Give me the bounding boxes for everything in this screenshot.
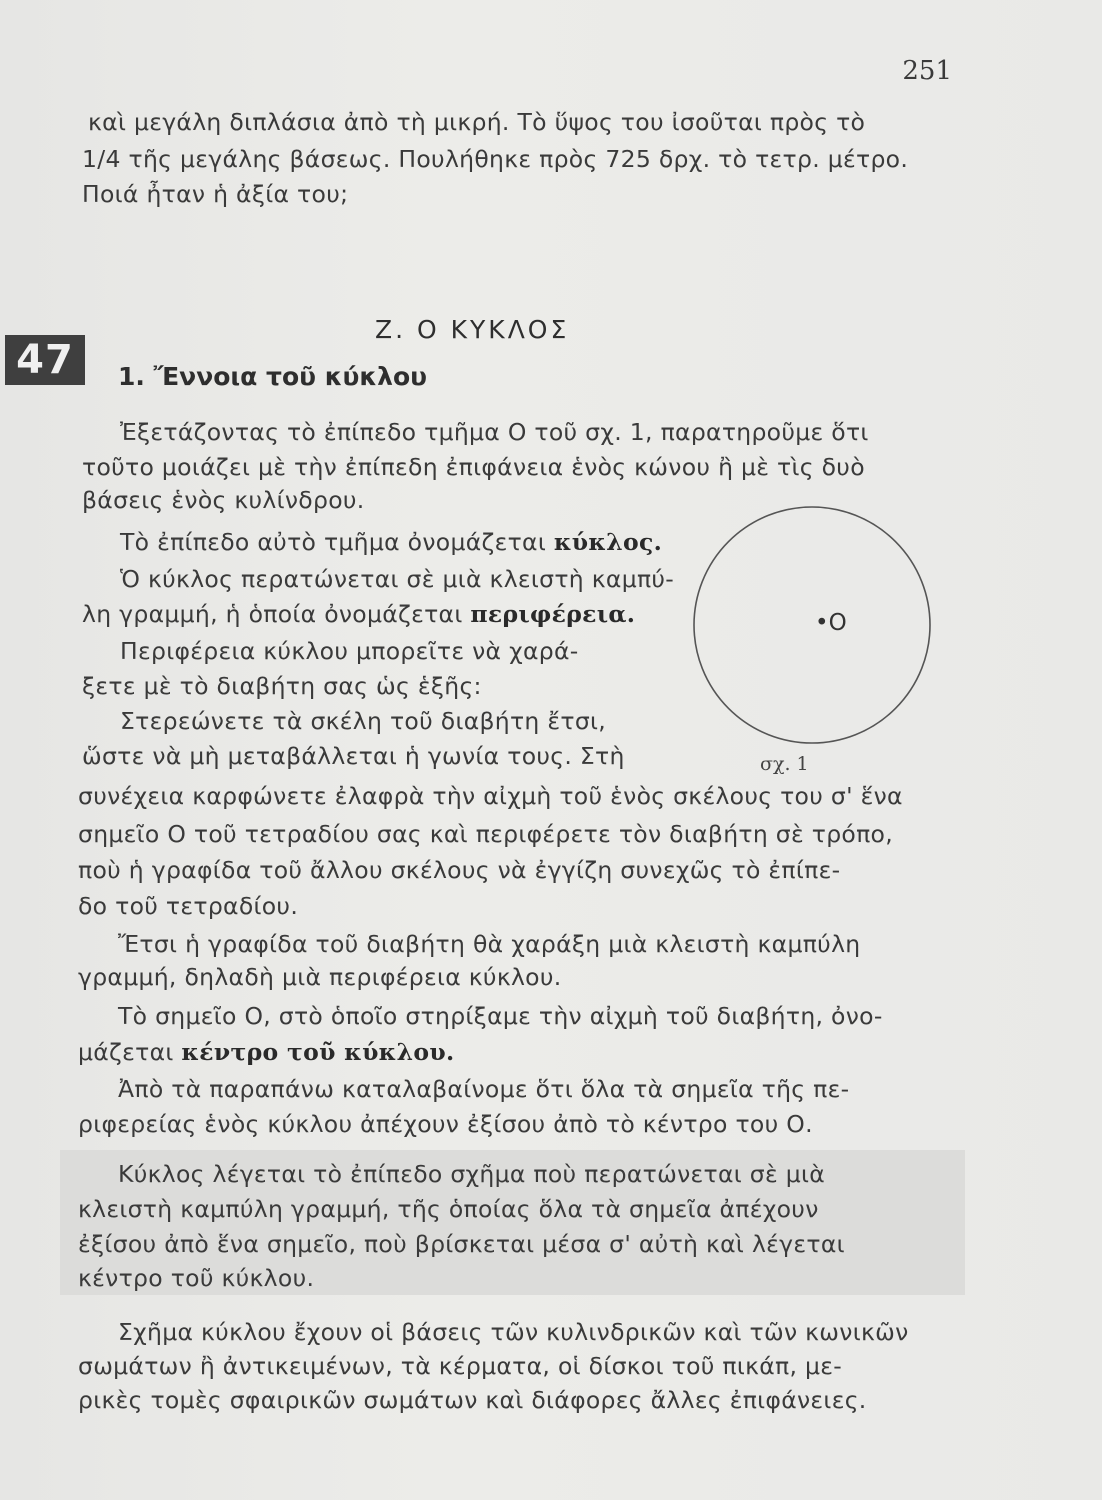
text-line: σωμάτων ἢ ἀντικειμένων, τὰ κέρματα, οἱ δίσκοι τοῦ πικάπ, με- [78, 1352, 843, 1380]
term-kyklos: κύκλος. [553, 528, 663, 556]
text-line: γραμμή, δηλαδὴ μιὰ περιφέρεια κύκλου. [78, 963, 562, 991]
text-line: Ἐξετάζοντας τὸ ἐπίπεδο τμῆμα Ο τοῦ σχ. 1, παρατηροῦμε ὅτι [120, 418, 869, 446]
text-line: δο τοῦ τετραδίου. [78, 892, 299, 920]
text-segment: λη γραμμή, ἡ ὁποία ὀνομάζεται [82, 600, 471, 628]
text-line: κέντρο τοῦ κύκλου. [78, 1264, 315, 1292]
figure-1-circle [690, 495, 950, 785]
term-perifereia: περιφέρεια. [470, 600, 636, 628]
text-line: ριφερείας ἑνὸς κύκλου ἀπέχουν ἐξίσου ἀπὸ τὸ κέντρο του Ο. [78, 1110, 813, 1138]
text-line: 1/4 τῆς μεγάλης βάσεως. Πουλήθηκε πρὸς 725 δρχ. τὸ τετρ. μέτρο. [82, 145, 909, 173]
text-line: Τὸ σημεῖο Ο, στὸ ὁποῖο στηρίξαμε τὴν αἰχμὴ τοῦ διαβήτη, ὀνο- [118, 1002, 883, 1030]
text-line: Σχῆμα κύκλου ἔχουν οἱ βάσεις τῶν κυλινδρικῶν καὶ τῶν κωνικῶν [118, 1318, 909, 1346]
text-line: ξετε μὲ τὸ διαβήτη σας ὡς ἑξῆς: [82, 672, 482, 700]
text-line: κλειστὴ καμπύλη γραμμή, τῆς ὁποίας ὅλα τὰ σημεῖα ἀπέχουν [78, 1195, 819, 1223]
paragraph-2 [120, 528, 662, 556]
section-number-badge: 47 [5, 335, 85, 385]
text-segment: Τὸ ἐπίπεδο αὐτὸ τμῆμα ὀνομάζεται [120, 528, 554, 556]
subsection-title: 1. Ἔννοια τοῦ κύκλου [118, 362, 428, 391]
text-line: Ἀπὸ τὰ παραπάνω καταλαβαίνομε ὅτι ὅλα τὰ σημεῖα τῆς πε- [118, 1075, 850, 1103]
center-point-label: •O [815, 610, 847, 636]
text-line: ἐξίσου ἀπὸ ἕνα σημεῖο, ποὺ βρίσκεται μέσα σ' αὐτὴ καὶ λέγεται [78, 1230, 845, 1258]
text-line: σημεῖο Ο τοῦ τετραδίου σας καὶ περιφέρετε τὸν διαβήτη σὲ τρόπο, [78, 820, 894, 848]
page-number: 251 [902, 56, 952, 86]
text-segment: μάζεται [78, 1038, 182, 1066]
text-line: τοῦτο μοιάζει μὲ τὴν ἐπίπεδη ἐπιφάνεια ἑνὸς κώνου ἢ μὲ τὶς δυὸ [82, 453, 865, 481]
text-line [82, 600, 635, 628]
circle-circumference [694, 507, 930, 743]
text-line: ρικὲς τομὲς σφαιρικῶν σωμάτων καὶ διάφορες ἄλλες ἐπιφάνειες. [78, 1386, 867, 1414]
text-line: συνέχεια καρφώνετε ἐλαφρὰ τὴν αἰχμὴ τοῦ ἑνὸς σκέλους του σ' ἕνα [78, 782, 903, 810]
text-line: Ἔτσι ἡ γραφίδα τοῦ διαβήτη θὰ χαράξη μιὰ κλειστὴ καμπύλη [118, 930, 861, 958]
text-line: Στερεώνετε τὰ σκέλη τοῦ διαβήτη ἔτσι, [120, 707, 607, 735]
text-line [78, 1038, 454, 1066]
text-line: Κύκλος λέγεται τὸ ἐπίπεδο σχῆμα ποὺ περατώνεται σὲ μιὰ [118, 1160, 826, 1188]
term-kentro-kyklou: κέντρο τοῦ κύκλου. [181, 1038, 455, 1066]
text-line: Περιφέρεια κύκλου μπορεῖτε νὰ χαρά- [120, 637, 579, 665]
text-line: ὥστε νὰ μὴ μεταβάλλεται ἡ γωνία τους. Στὴ [82, 742, 625, 770]
figure-caption: σχ. 1 [760, 753, 809, 775]
text-line: ποὺ ἡ γραφίδα τοῦ ἄλλου σκέλους νὰ ἐγγίζη συνεχῶς τὸ ἐπίπε- [78, 856, 841, 884]
text-line: καὶ μεγάλη διπλάσια ἀπὸ τὴ μικρή. Τὸ ὕψος του ἰσοῦται πρὸς τὸ [88, 108, 866, 136]
text-line: Ποιά ἦταν ἡ ἀξία του; [82, 180, 349, 208]
text-line: Ὁ κύκλος περατώνεται σὲ μιὰ κλειστὴ καμπύ- [120, 565, 675, 593]
text-line: βάσεις ἑνὸς κυλίνδρου. [82, 486, 365, 514]
section-title: Ζ. Ο ΚΥΚΛΟΣ [375, 315, 570, 344]
